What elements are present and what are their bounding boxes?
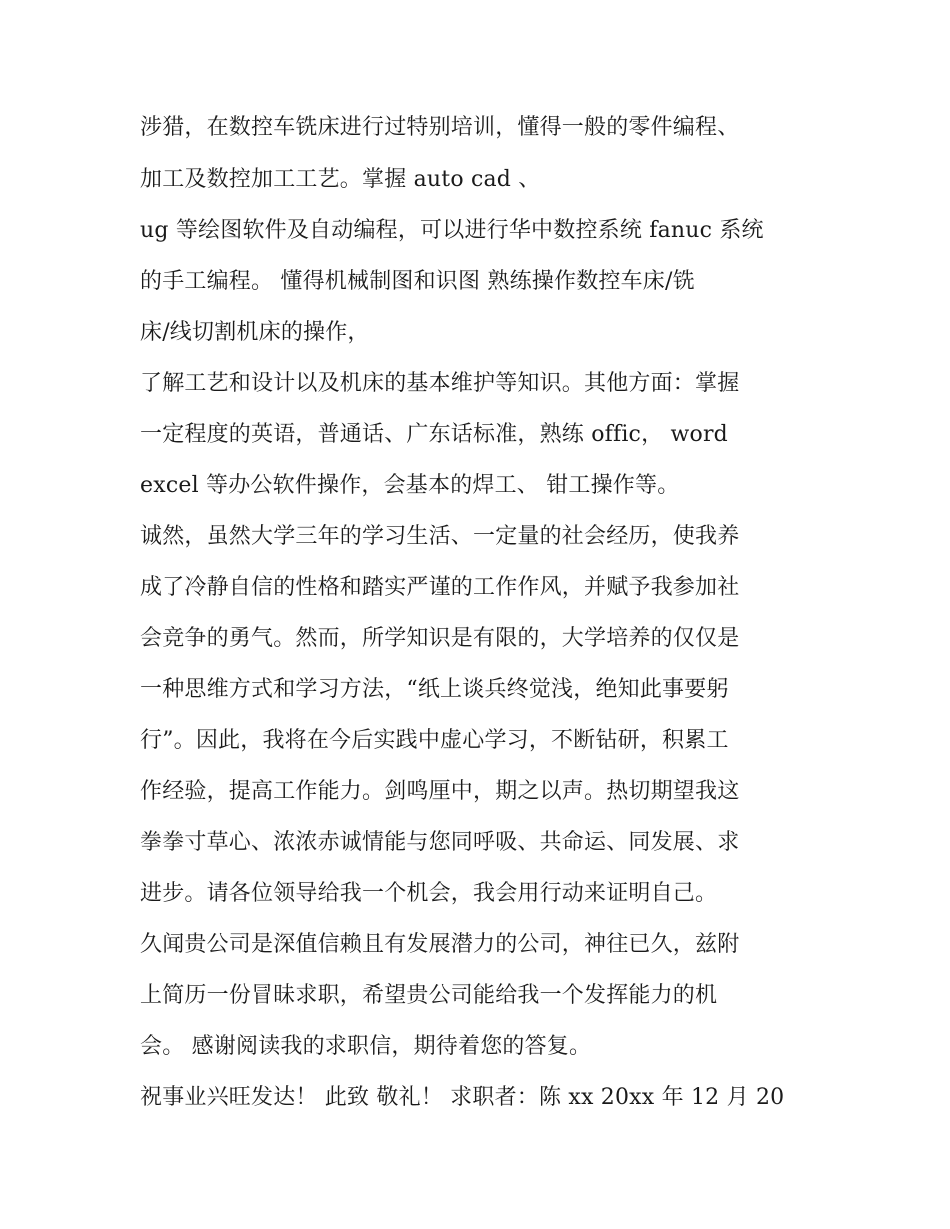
- text-line: 行”。因此，我将在今后实践中虚心学习，不断钻研，积累工: [140, 728, 729, 753]
- text-line: 进步。请各位领导给我一个机会，我会用行动来证明自己。: [140, 881, 718, 906]
- text-line: 会。 感谢阅读我的求职信，期待着您的答复。: [140, 1034, 592, 1059]
- text-line: 作经验，提高工作能力。剑鸣厘中，期之以声。热切期望我这: [140, 779, 740, 804]
- text-line: ug 等绘图软件及自动编程，可以进行华中数控系统 fanuc 系统: [140, 218, 764, 243]
- text-line: 床/线切割机床的操作，: [140, 320, 370, 345]
- text-line: 上简历一份冒昧求职，希望贵公司能给我一个发挥能力的机: [140, 983, 718, 1008]
- text-line: 祝事业兴旺发达！ 此致 敬礼！ 求职者：陈 xx 20xx 年 12 月 20: [140, 1085, 785, 1110]
- text-line: 拳拳寸草心、浓浓赤诚情能与您同呼吸、共命运、同发展、求: [140, 830, 740, 855]
- text-line: excel 等办公软件操作，会基本的焊工、 钳工操作等。: [140, 473, 680, 498]
- text-line: 的手工编程。 懂得机械制图和识图 熟练操作数控车床/铣: [140, 269, 695, 294]
- text-line: 了解工艺和设计以及机床的基本维护等知识。其他方面：掌握: [140, 371, 740, 396]
- text-line: 一种思维方式和学习方法，“纸上谈兵终觉浅，绝知此事要躬: [140, 677, 729, 702]
- text-line: 一定程度的英语，普通话、广东话标准，熟练 offic， word: [140, 422, 728, 447]
- text-line: 诚然，虽然大学三年的学习生活、一定量的社会经历，使我养: [140, 524, 740, 549]
- text-line: 会竞争的勇气。然而，所学知识是有限的，大学培养的仅仅是: [140, 626, 740, 651]
- text-line: 成了冷静自信的性格和踏实严谨的工作作风，并赋予我参加社: [140, 575, 740, 600]
- text-line: 涉猎，在数控车铣床进行过特别培训，懂得一般的零件编程、: [140, 115, 740, 140]
- text-line: 久闻贵公司是深值信赖且有发展潜力的公司，神往已久，兹附: [140, 932, 740, 957]
- text-line: 加工及数控加工工艺。掌握 auto cad 、: [140, 167, 541, 192]
